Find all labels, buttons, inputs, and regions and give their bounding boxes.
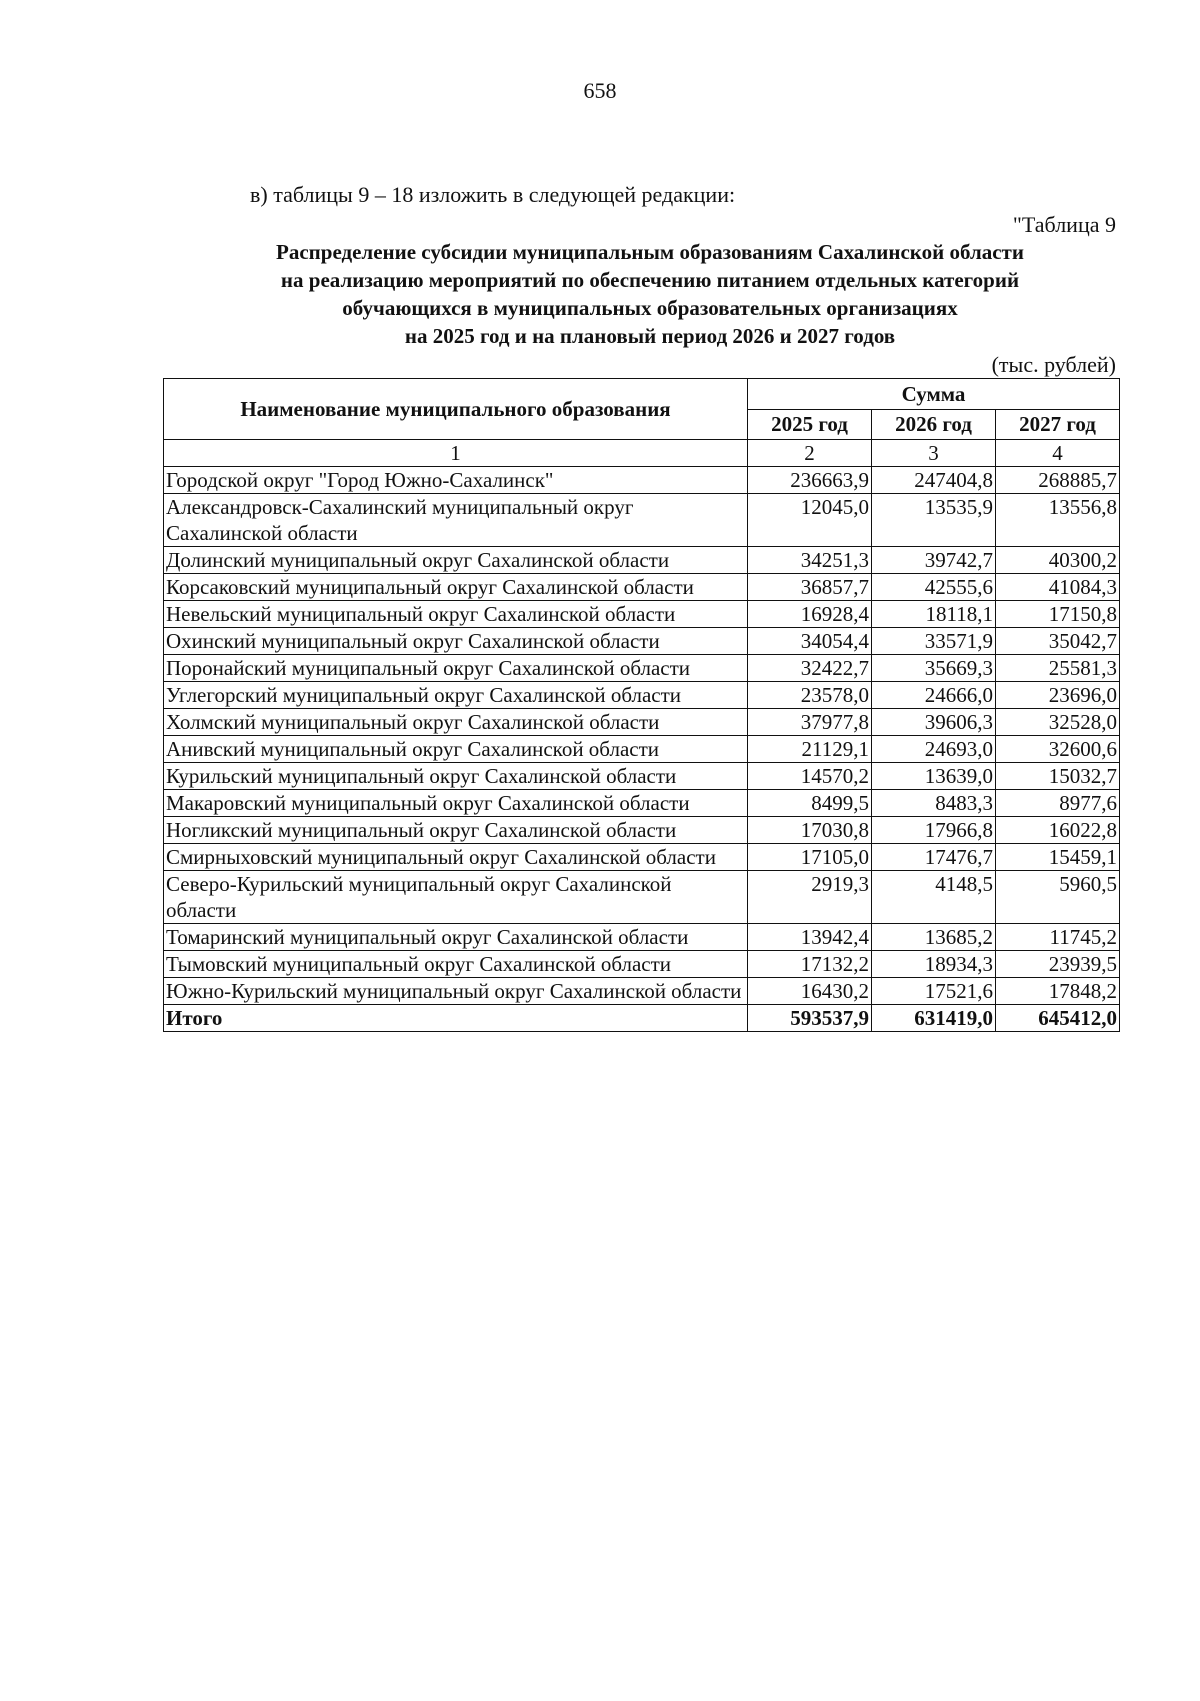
municipality-name: Северо-Курильский муниципальный округ Сахалинской области — [164, 871, 748, 924]
value-2027: 15032,7 — [996, 763, 1120, 790]
table-row — [164, 494, 1120, 547]
municipality-name: Корсаковский муниципальный округ Сахалинской области — [164, 574, 748, 601]
value-2026: 13639,0 — [872, 763, 996, 790]
value-2026: 24693,0 — [872, 736, 996, 763]
total-2025: 593537,9 — [748, 1005, 872, 1032]
value-2027: 16022,8 — [996, 817, 1120, 844]
value-2027: 35042,7 — [996, 628, 1120, 655]
value-2027: 268885,7 — [996, 467, 1120, 494]
value-2026: 17966,8 — [872, 817, 996, 844]
value-2027: 13556,8 — [996, 494, 1120, 547]
units-label: (тыс. рублей) — [991, 352, 1116, 377]
total-row — [164, 1005, 1120, 1032]
municipality-name: Охинский муниципальный округ Сахалинской области — [164, 628, 748, 655]
value-2025: 14570,2 — [748, 763, 872, 790]
table-row — [164, 574, 1120, 601]
municipality-name: Холмский муниципальный округ Сахалинской области — [164, 709, 748, 736]
municipality-name: Долинский муниципальный округ Сахалинской области — [164, 547, 748, 574]
value-2025: 12045,0 — [748, 494, 872, 547]
table-title — [160, 238, 1140, 350]
municipality-name: Городской округ "Город Южно-Сахалинск" — [164, 467, 748, 494]
table-row — [164, 709, 1120, 736]
value-2026: 39606,3 — [872, 709, 996, 736]
value-2027: 17848,2 — [996, 978, 1120, 1005]
value-2027: 32528,0 — [996, 709, 1120, 736]
table-row — [164, 978, 1120, 1005]
municipality-name: Александровск-Сахалинский муниципальный округ Сахалинской области — [164, 494, 748, 547]
total-2027: 645412,0 — [996, 1005, 1120, 1032]
value-2025: 21129,1 — [748, 736, 872, 763]
municipality-name: Углегорский муниципальный округ Сахалинской области — [164, 682, 748, 709]
table-row — [164, 924, 1120, 951]
table-row — [164, 871, 1120, 924]
table-label: "Таблица 9 — [1012, 212, 1116, 237]
municipality-name: Макаровский муниципальный округ Сахалинской области — [164, 790, 748, 817]
value-2025: 17105,0 — [748, 844, 872, 871]
header-sum: Сумма — [748, 379, 1120, 410]
title-line: на 2025 год и на плановый период 2026 и 2027 годов — [404, 324, 896, 348]
header-year-2025: 2025 год — [748, 409, 872, 440]
value-2025: 32422,7 — [748, 655, 872, 682]
table-row — [164, 628, 1120, 655]
value-2026: 35669,3 — [872, 655, 996, 682]
municipality-name: Тымовский муниципальный округ Сахалинской области — [164, 951, 748, 978]
municipality-name: Ногликский муниципальный округ Сахалинской области — [164, 817, 748, 844]
column-number-row — [164, 440, 1120, 467]
value-2025: 23578,0 — [748, 682, 872, 709]
value-2027: 5960,5 — [996, 871, 1120, 924]
municipality-name: Невельский муниципальный округ Сахалинской области — [164, 601, 748, 628]
value-2026: 17521,6 — [872, 978, 996, 1005]
header-year-2027: 2027 год — [996, 409, 1120, 440]
value-2026: 24666,0 — [872, 682, 996, 709]
table-row — [164, 790, 1120, 817]
header-year-2026: 2026 год — [872, 409, 996, 440]
value-2026: 18118,1 — [872, 601, 996, 628]
table-row — [164, 844, 1120, 871]
value-2025: 37977,8 — [748, 709, 872, 736]
value-2027: 15459,1 — [996, 844, 1120, 871]
table-row — [164, 467, 1120, 494]
table-row — [164, 817, 1120, 844]
value-2026: 33571,9 — [872, 628, 996, 655]
table-body — [164, 440, 1120, 1005]
column-number: 2 — [748, 440, 872, 467]
value-2025: 2919,3 — [748, 871, 872, 924]
value-2025: 36857,7 — [748, 574, 872, 601]
municipality-name: Поронайский муниципальный округ Сахалинской области — [164, 655, 748, 682]
value-2025: 236663,9 — [748, 467, 872, 494]
value-2026: 8483,3 — [872, 790, 996, 817]
value-2026: 247404,8 — [872, 467, 996, 494]
value-2027: 8977,6 — [996, 790, 1120, 817]
title-line: Распределение субсидии муниципальным образованиям Сахалинской области — [276, 240, 1024, 264]
total-label: Итого — [164, 1005, 748, 1032]
title-line: на реализацию мероприятий по обеспечению питанием отдельных категорий — [280, 268, 1020, 292]
column-number: 1 — [164, 440, 748, 467]
page-number: 658 — [583, 78, 617, 103]
value-2025: 34251,3 — [748, 547, 872, 574]
municipality-name: Томаринский муниципальный округ Сахалинской области — [164, 924, 748, 951]
value-2027: 17150,8 — [996, 601, 1120, 628]
value-2025: 17132,2 — [748, 951, 872, 978]
value-2027: 25581,3 — [996, 655, 1120, 682]
table-row — [164, 547, 1120, 574]
header-name: Наименование муниципального образования — [164, 379, 748, 440]
value-2025: 17030,8 — [748, 817, 872, 844]
value-2027: 11745,2 — [996, 924, 1120, 951]
municipality-name: Анивский муниципальный округ Сахалинской области — [164, 736, 748, 763]
value-2026: 13685,2 — [872, 924, 996, 951]
value-2026: 13535,9 — [872, 494, 996, 547]
column-number: 3 — [872, 440, 996, 467]
total-2026: 631419,0 — [872, 1005, 996, 1032]
municipality-name: Курильский муниципальный округ Сахалинской области — [164, 763, 748, 790]
municipality-name: Южно-Курильский муниципальный округ Сахалинской области — [164, 978, 748, 1005]
column-number: 4 — [996, 440, 1120, 467]
value-2027: 32600,6 — [996, 736, 1120, 763]
value-2026: 4148,5 — [872, 871, 996, 924]
value-2027: 23939,5 — [996, 951, 1120, 978]
intro-text: в) таблицы 9 – 18 изложить в следующей редакции: — [250, 182, 736, 207]
value-2027: 40300,2 — [996, 547, 1120, 574]
table-row — [164, 601, 1120, 628]
value-2025: 16928,4 — [748, 601, 872, 628]
table-row — [164, 682, 1120, 709]
value-2027: 41084,3 — [996, 574, 1120, 601]
table-row — [164, 951, 1120, 978]
value-2025: 16430,2 — [748, 978, 872, 1005]
municipality-name: Смирныховский муниципальный округ Сахалинской области — [164, 844, 748, 871]
value-2025: 13942,4 — [748, 924, 872, 951]
value-2026: 18934,3 — [872, 951, 996, 978]
value-2026: 39742,7 — [872, 547, 996, 574]
value-2025: 34054,4 — [748, 628, 872, 655]
table-row — [164, 763, 1120, 790]
table-row — [164, 655, 1120, 682]
value-2027: 23696,0 — [996, 682, 1120, 709]
value-2026: 42555,6 — [872, 574, 996, 601]
distribution-table — [163, 378, 1120, 1032]
value-2025: 8499,5 — [748, 790, 872, 817]
table-row — [164, 736, 1120, 763]
title-line: обучающихся в муниципальных образовательных организациях — [342, 296, 958, 320]
value-2026: 17476,7 — [872, 844, 996, 871]
